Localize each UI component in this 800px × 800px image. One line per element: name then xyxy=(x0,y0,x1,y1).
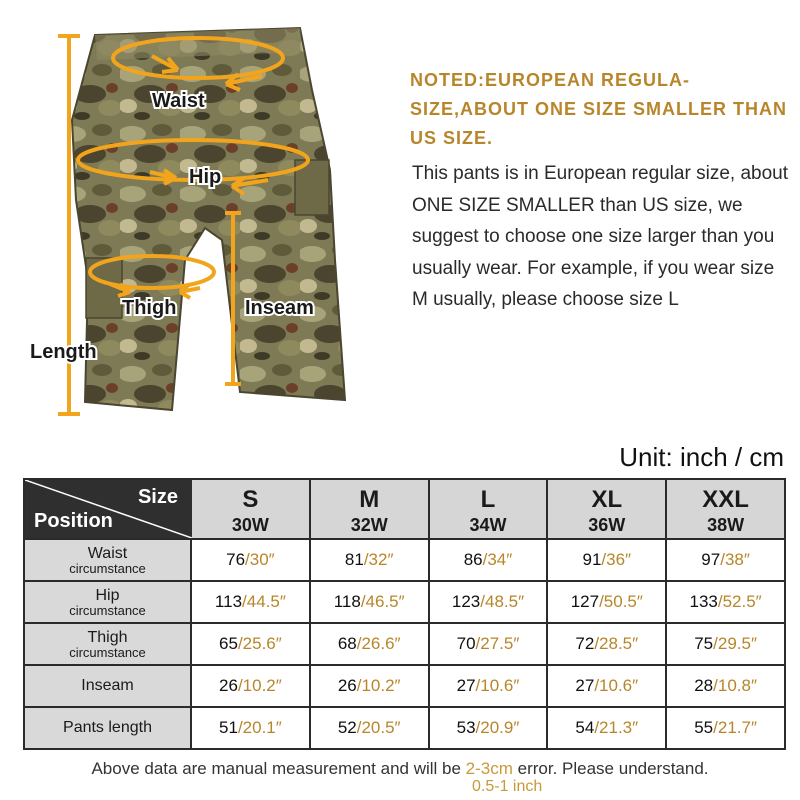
measurement-cell: 51/20.1″ xyxy=(191,707,310,749)
footer-inch-error: 0.5-1 inch xyxy=(472,778,543,795)
measurement-cell: 54/21.3″ xyxy=(547,707,666,749)
measurement-cell: 118/46.5″ xyxy=(310,581,429,623)
row-label: Pants length xyxy=(24,707,191,749)
footer-disclaimer: Above data are manual measurement and will be 2-3cm error. Please understand. xyxy=(91,759,709,778)
measurement-cell: 28/10.8″ xyxy=(666,665,785,707)
measurement-cell: 26/10.2″ xyxy=(191,665,310,707)
size-header-l: L 34W xyxy=(429,479,548,539)
measurement-cell: 52/20.5″ xyxy=(310,707,429,749)
size-header-xl: XL 36W xyxy=(547,479,666,539)
measurement-cell: 65/25.6″ xyxy=(191,623,310,665)
row-label: Thigh circumstance xyxy=(24,623,191,665)
table-row xyxy=(24,665,785,707)
measurement-cell: 72/28.5″ xyxy=(547,623,666,665)
measurement-cell: 55/21.7″ xyxy=(666,707,785,749)
measurement-cell: 26/10.2″ xyxy=(310,665,429,707)
measurement-cell: 81/32″ xyxy=(310,539,429,581)
unit-label: Unit: inch / cm xyxy=(619,442,784,472)
table-row xyxy=(24,707,785,749)
measurement-cell: 127/50.5″ xyxy=(547,581,666,623)
size-header-s: S 30W xyxy=(191,479,310,539)
measurement-cell: 68/26.6″ xyxy=(310,623,429,665)
measurement-cell: 70/27.5″ xyxy=(429,623,548,665)
table-row xyxy=(24,581,785,623)
row-label: Hip circumstance xyxy=(24,581,191,623)
measurement-cell: 113/44.5″ xyxy=(191,581,310,623)
measurement-cell: 97/38″ xyxy=(666,539,785,581)
row-label: Waist circumstance xyxy=(24,539,191,581)
measurement-cell: 27/10.6″ xyxy=(547,665,666,707)
measurement-cell: 123/48.5″ xyxy=(429,581,548,623)
waist-label: Waist xyxy=(152,90,205,112)
position-axis-label: Position xyxy=(34,510,113,532)
shorts-illustration xyxy=(0,0,400,430)
measurement-cell: 86/34″ xyxy=(429,539,548,581)
table-row xyxy=(24,539,785,581)
row-label: Inseam xyxy=(24,665,191,707)
measurement-cell: 27/10.6″ xyxy=(429,665,548,707)
sizing-notice-heading: NOTED:EUROPEAN REGULA-SIZE,ABOUT ONE SIZE SMALLER THAN US SIZE. xyxy=(410,70,788,148)
measurement-cell: 53/20.9″ xyxy=(429,707,548,749)
measurement-cell: 133/52.5″ xyxy=(666,581,785,623)
inseam-label: Inseam xyxy=(245,297,314,319)
length-label: Length xyxy=(30,341,97,363)
hip-label: Hip xyxy=(189,166,222,188)
size-chart-table xyxy=(23,478,786,750)
measurement-cell: 91/36″ xyxy=(547,539,666,581)
size-header-row xyxy=(24,479,785,539)
table-row xyxy=(24,623,785,665)
thigh-label: Thigh xyxy=(122,297,177,319)
size-axis-label: Size xyxy=(137,486,178,508)
size-header-m: M 32W xyxy=(310,479,429,539)
measurement-cell: 75/29.5″ xyxy=(666,623,785,665)
size-header-xxl: XXL 38W xyxy=(666,479,785,539)
table-corner-cell xyxy=(24,479,191,539)
sizing-description: This pants is in European regular size, about ONE SIZE SMALLER than US size, we suggest to choose one size larger than you usually wear. For example, if you wear size M usually, please choose size L xyxy=(412,163,788,310)
measurement-cell: 76/30″ xyxy=(191,539,310,581)
